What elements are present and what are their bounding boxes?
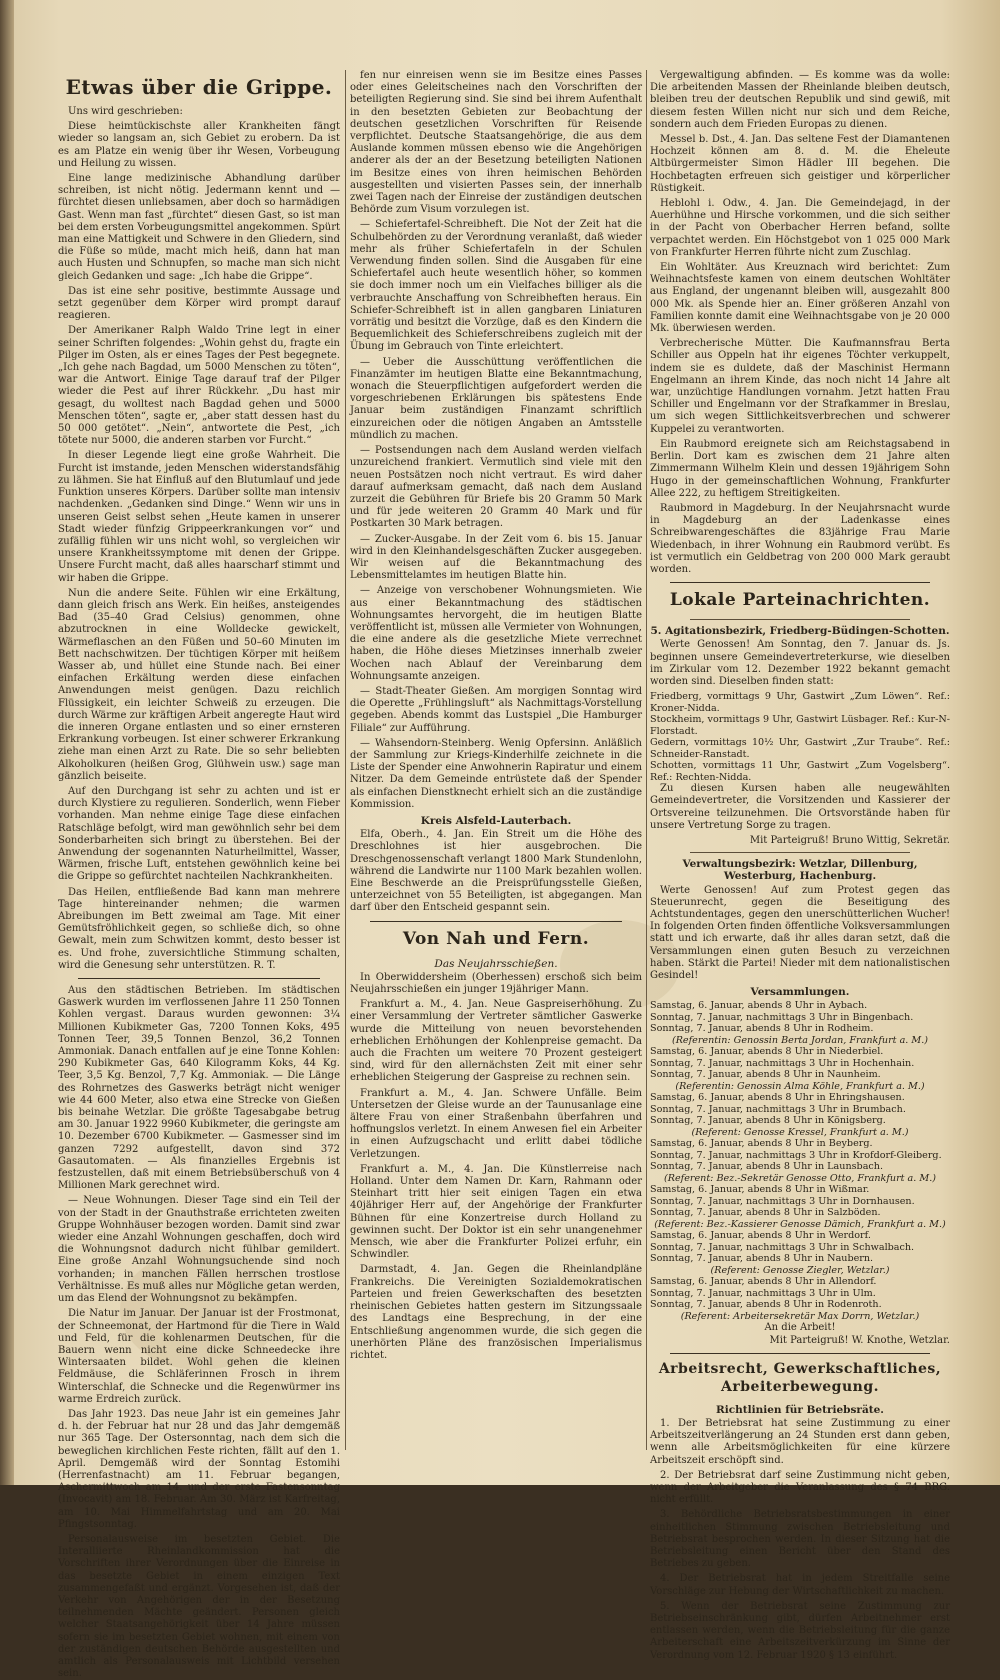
article-paragraph: Elfa, Oberh., 4. Jan. Ein Streit um die Höhe des Dreschlohnes ist hier ausgebrochen. Die Dreschgenossenschaft verlangt 1800 Mark Stundenlohn, während die Landwirte nur 1100 Mark bezahlen wollen. Eine Beschwerde an die Preisprüfungsstelle Gießen, unterzeichnet von 55 Beteiligten, ist abgegangen. Man darf über den Entscheid gespannt sein.	[350, 829, 642, 914]
list-item: Sonntag, 7. Januar, nachmittags 3 Uhr in Bingenbach.	[650, 1011, 914, 1023]
list-item: Sonntag, 7. Januar, nachmittags 3 Uhr in Krofdorf-Gleiberg.	[650, 1149, 942, 1161]
article-paragraph: Verbrecherische Mütter. Die Kaufmannsfrau Berta Schiller aus Oppeln hat ihr eigenes Töchter verkuppelt, indem sie es duldete, daß der Maschinist Hermann Engelmann an ihrem Kinde, das noch nicht 14 Jahre alt war, unzüchtige Handlungen vornahm. Jetzt hatten Frau Schiller und Engelmann vor der Strafkammer in Breslau, um sich wegen Sittlichkeitsverbrechen und schwerer Kuppelei zu verantworten.	[650, 338, 950, 435]
article-paragraph: Werte Genossen! Auf zum Protest gegen das Steuerunrecht, gegen die Beseitigung des Achtstundentages, gegen den unerschütterlichen Wucher! In folgenden Orten finden öffentliche Volksversammlungen statt und ich erwarte, daß ihr alles daran setzt, daß die Versammlungen einen guten Besuch zu verzeichnen haben. Stärkt die Partei! Nieder mit dem nationalistischen Gesindel!	[650, 884, 950, 981]
meeting-list	[650, 1000, 950, 1322]
article-paragraph: Messel b. Dst., 4. Jan. Das seltene Fest der Diamantenen Hochzeit können am 8. d. M. die Eheleute Altbürgermeister Simon Hädler III begehen. Die Hochbetagten erfreuen sich geistiger und körperlicher Rüstigkeit.	[650, 134, 950, 194]
article-paragraph: Zu diesen Kursen haben alle neugewählten Gemeindevertreter, die Vorsitzenden und Kassierer der Ortsvereine teilzunehmen. Die Ortsvorstände haben für unsere Vertretung Sorge zu tragen.	[650, 783, 950, 831]
article-paragraph: Ein Wohltäter. Aus Kreuznach wird berichtet: Zum Weihnachtsfeste kamen von einem deutschen Wohltäter aus England, der ungenannt bleiben will, ausgezahlt 800 000 Mk. als Spende hier an. Einer größeren Anzahl von Familien konnte damit eine Weihnachtsgabe von je 20 000 Mk. überwiesen werden.	[650, 262, 950, 335]
list-item: Sonntag, 7. Januar, abends 8 Uhr in Rodenroth.	[650, 1299, 882, 1311]
article-paragraph: — Neue Wohnungen. Dieser Tage sind ein Teil der von der Stadt in der Gnauthstraße errichteten zweiten Gruppe Wohnhäuser bezogen worden. Damit sind zwar wieder eine Anzahl Wohnungen geschaffen, doch wird die Wohnungsnot dadurch nicht fühlbar gemildert. Eine große Anzahl Wohnungsuchende sind noch vorhanden; in manchen Fällen herrschen trostlose Verhältnisse. Es muß alles nur Mögliche getan werden, um das Elend der Wohnungsnot zu bekämpfen.	[58, 1195, 340, 1305]
section-subheading: Das Neujahrsschießen.	[434, 957, 558, 970]
article-paragraph: — Anzeige von verschobener Wohnungsmieten. Wie aus einer Bekanntmachung des städtischen Wohnungsamtes hervorgeht, die im heutigen Blatte veröffentlicht ist, müssen alle Vermieter von Wohnungen, die eine andere als die gesetzliche Miete verrechnet haben, die Höhe dieses Mietzinses innerhalb zweier Wochen nach Ablauf der Vereinbarung dem Wohnungsamte anzeigen.	[350, 585, 642, 682]
divider	[670, 1353, 930, 1354]
column-rule	[345, 70, 346, 1450]
column-rule	[646, 70, 647, 1450]
article-paragraph: Die Natur im Januar. Der Januar ist der Frostmonat, der Schneemonat, der Hartmond für die Tiere in Wald und Feld, für die kohlenarmen Deutschen, für die Bauern wenn nicht eine dicke Schneedecke ihre Wintersaaten bildet. Wohl gehen die kleinen Feldmäuse, die Schläferinnen Frosch in ihrem Winterschlaf, die Schnecke und die Regenwürmer ins warme Erdreich zurück.	[58, 1308, 340, 1405]
article-paragraph: 3. Behördliche Betriebsratsbestimmungen in einer einheitlichen Stimmung zwischen Betriebsleitung und Betriebsrat besprochen werden. In dieser Sitzung hat die Betriebsleitung einen Bericht über den Stand des Betriebes zu geben.	[650, 1509, 950, 1570]
signature: Mit Parteigruß! W. Knothe, Wetzlar.	[769, 1334, 950, 1346]
divider	[78, 978, 320, 979]
list-item: Gedern, vormittags 10½ Uhr, Gastwirt „Zur Traube“. Ref.: Schneider-Ranstadt.	[650, 737, 950, 760]
article-paragraph: Darmstadt, 4. Jan. Gegen die Rheinlandpläne Frankreichs. Die Vereinigten Sozialdemokratischen Parteien und freien Gewerkschaften des besetzten rheinischen Gebietes hatten gestern im Sitzungssaale des Landtags eine Besprechung, in der eine Entschließung angenommen wurde, die sich gegen die unerhörten Pläne des französischen Imperialismus richtet.	[350, 1264, 642, 1361]
list-item: Sonntag, 7. Januar, abends 8 Uhr in Königsberg.	[650, 1115, 886, 1127]
section-title: Von Nah und Fern.	[402, 928, 590, 949]
article-paragraph: Frankfurt a. M., 4. Jan. Neue Gaspreiserhöhung. Zu einer Versammlung der Vertreter sämtlicher Gaswerke wurde die Mitteilung von neuen bevorstehenden erheblichen Erhöhungen der Kohlenpreise gemacht. Da auch die Frachten um weitere 70 Prozent gesteigert sind, wird für den allernächsten Zeit mit einer sehr erheblichen Steigerung der Gaspreise zu rechnen sein.	[350, 999, 642, 1084]
list-item: (Referentin: Genossin Berta Jordan, Frankfurt a. M.)	[671, 1034, 929, 1046]
column-3	[650, 70, 950, 1661]
list-item: Samstag, 6. Januar, abends 8 Uhr in Aybach.	[650, 1000, 868, 1012]
article-paragraph: Der Amerikaner Ralph Waldo Trine legt in einer seiner Schriften folgendes: „Wohin gehst du, fragte ein Pilger im Osten, als er eines Tages der Pest begegnete. „Ich gehe nach Bagdad, um 5000 Menschen zu töten“, war die Antwort. Einige Tage darauf traf der Pilger wieder die Pest auf ihrer Rückkehr. „Du hast mir gesagt, du wolltest nach Bagdad gehen und 5000 Menschen töten“, sagte er, „aber statt dessen hast du 50 000 getötet“. „Nein“, antwortete die Pest, „ich tötete nur 5000, die anderen starben vor Furcht.“	[58, 325, 340, 447]
section-subheading: 5. Agitationsbezirk, Friedberg-Büdingen-Schotten.	[650, 625, 950, 638]
list-item: (Referent: Genosse Ziegler, Wetzlar.)	[710, 1264, 890, 1276]
article-paragraph: Das Heilen, entfließende Bad kann man mehrere Tage hintereinander nehmen; die warmen Abreibungen im Bett zweimal am Tage. Mit einer Gemütsfröhlichkeit gegen, so schließe dich, so ohne Gewalt, mein zum Schwitzen kommt, desto besser ist es. Und frohe, zuversichtliche Stimmung schalten, wird die Genesung sehr unterstützen. R. T.	[58, 886, 340, 971]
article-paragraph: In dieser Legende liegt eine große Wahrheit. Die Furcht ist imstande, jeden Menschen widerstandsfähig zu lähmen. Sie hat Einfluß auf den Blutumlauf und jede Funktion unseres Körpers. Darüber sollte man intensiv nachdenken. „Gedanken sind Dinge.“ Wenn wir uns in unseren Geist selbst sehen „Heute kamen in unserer Stadt wieder fünfzig Grippeerkrankungen vor“ und zufällig fühlen wir uns nicht wohl, so vergleichen wir unsere Krankheitssymptome mit denen der Grippe. Unsere Furcht macht, daß alles haarscharf stimmt und wir haben die Grippe.	[58, 450, 340, 584]
list-item: Sonntag, 7. Januar, nachmittags 3 Uhr in Dornhausen.	[650, 1195, 915, 1207]
list-item: Sonntag, 7. Januar, nachmittags 3 Uhr in Brumbach.	[650, 1103, 906, 1115]
article-paragraph: — Zucker-Ausgabe. In der Zeit vom 6. bis 15. Januar wird in den Kleinhandelsgeschäften Zucker ausgegeben. Wir weisen auf die Bekanntmachung des Lebensmittelamtes im heutigen Blatte hin.	[350, 533, 642, 582]
article-paragraph: Ein Raubmord ereignete sich am Reichstagsabend in Berlin. Dort kam es zwischen dem 21 Jahre alten Zimmermann Wilhelm Klein und dessen 19jährigem Sohn Hugo in der gemeinschaftlichen Wohnung, Frankfurter Allee 222, zu heftigem Streitigkeiten.	[650, 438, 950, 499]
list-item: Sonntag, 7. Januar, abends 8 Uhr in Naubern.	[650, 1253, 874, 1265]
list-item: Sonntag, 7. Januar, abends 8 Uhr in Naunheim.	[650, 1069, 881, 1081]
list-item: Sonntag, 7. Januar, abends 8 Uhr in Launsbach.	[650, 1161, 884, 1173]
article-paragraph: 4. Der Betriebsrat hat in jedem Streitfalle seine Vorschläge zur Hebung der Wirtschaftlichkeit zu machen.	[650, 1573, 950, 1597]
list-item: Friedberg, vormittags 9 Uhr, Gastwirt „Zum Löwen“. Ref.: Kroner-Nidda.	[650, 691, 950, 714]
list-item: Samstag, 6. Januar, abends 8 Uhr in Ehringshausen.	[650, 1092, 905, 1104]
course-list	[650, 691, 950, 783]
article-paragraph: — Wahsendorn-Steinberg. Wenig Opfersinn. Anläßlich der Sammlung zur Kriegs-Kinderhilfe zeichnete in die Liste der Spender eine Anwohnerin Rapiratur und einem Nitzer. Da dem Gemeinde entrüstete daß der Spender als einfachen Dienstknecht erhielt sich an die zuständige Kommission.	[350, 737, 642, 810]
list-item: Sonntag, 7. Januar, abends 8 Uhr in Rodheim.	[650, 1023, 874, 1035]
article-paragraph: Heblohl i. Odw., 4. Jan. Die Gemeindejagd, in der Auerhühne und Hirsche vorkommen, und die sich seither in der Pacht von Oberbacher Herren befand, sollte verpachtet werden. Ein Höchstgebot von 1 025 000 Mark von Frankfurter Herren führte nicht zum Zuschlag.	[650, 198, 950, 258]
section-subheading: Richtlinien für Betriebsräte.	[716, 1403, 884, 1416]
article-title: Etwas über die Grippe.	[65, 75, 333, 99]
article-paragraph: — Stadt-Theater Gießen. Am morgigen Sonntag wird die Operette „Frühlingsluft“ als Nachmittags-Vorstellung gegeben. Abends kommt das Lustspiel „Die Hamburger Filiale“ zur Aufführung.	[350, 685, 642, 734]
article-paragraph: Frankfurt a. M., 4. Jan. Die Künstlerreise nach Holland. Unter dem Namen Dr. Karn, Rahmann oder Steinhart tritt hier seit einigen Tagen ein etwa 40jähriger Herr auf, der Angehörige der Frankfurter Bühnen für eine Konzertreise durch Holland zu gewinnen sucht. Der Doktor ist ein sehr unangenehmer Mensch, wie aber die Frankfurter Polizei erfuhr, ein Schwindler.	[350, 1163, 642, 1261]
list-item: Samstag, 6. Januar, abends 8 Uhr in Beyberg.	[650, 1138, 873, 1150]
article-paragraph: Eine lange medizinische Abhandlung darüber schreiben, ist nicht nötig. Jedermann kennt und — fürchtet diesen unliebsamen, aber doch so harmädigen Gast. Wenn man fast „fürchtet“ diesen Gast, so ist man bei dem ersten Vorbeugungsmittel angekommen. Spürt man eine Mattigkeit und Schwere in den Gliedern, sind die Füße so müde, macht mich heiß, dann hat man auch Husten und Schnupfen, so mache man sich nicht gleich Gedanken und sage: „Ich habe die Grippe“.	[58, 173, 340, 282]
divider	[370, 921, 622, 922]
article-paragraph: Das ist eine sehr positive, bestimmte Aussage und setzt gegenüber dem Körper wird prompt darauf reagieren.	[58, 285, 340, 322]
list-item: (Referent: Arbeitersekretär Max Dorrn, Wetzlar.)	[680, 1310, 920, 1322]
article-paragraph: Personalausweise im besetzten Gebiet. Die Interalliierte Rheinlandkommission hat die Vorschriften ihrer Verordnungen über die Einreise in das besetzte Gebiet in einem einzigen Text zusammengefaßt und ergänzt. Vorgesehen ist, daß der Verkehr von Angehörigen der in der Besetzung teilnehmenden Mächte geändert. Personen gleich welcher Staatsangehörigkeit über 14 Jahre müssen sofern sie im besetzten Gebiet wohnen, mit einem von der zuständigen deutschen Behörde ausgestellten und amtlich als Personalausweis mit Lichtbild versehen sein.	[58, 1533, 340, 1680]
list-item: (Referent: Bez.-Sekretär Genosse Otto, Frankfurt a. M.)	[664, 1172, 936, 1184]
article-paragraph: — Postsendungen nach dem Ausland werden vielfach unzureichend frankiert. Vermutlich sind viele mit den neuen Postsätzen noch nicht vertraut. Es wird daher darauf aufmerksam gemacht, daß nach dem Ausland zurzeit die Gebühren für Briefe bis 20 Gramm 50 Mark und für jede weiteren 20 Gramm 40 Mark und für Postkarten 30 Mark betragen.	[350, 445, 642, 530]
section-title: Arbeitsrecht, Gewerkschaftliches, Arbeiterbewegung.	[658, 1360, 942, 1395]
article-paragraph: Auf den Durchgang ist sehr zu achten und ist er durch Klystiere zu regulieren. Sonderlich, wenn Fieber vorhanden. Man nehme einige Tage diese einfachen Ratschläge befolgt, wird man gewöhnlich sehr bei dem Sonderbarheiten sich bringt zu überstehen. Bei der Anwendung der sogenannten Naturheilmittel, Wasser, Wärmen, frische Luft, entstehen gewöhnlich keine bei die Grippe so gefürchtet nachteilen Nachkrankheiten.	[58, 785, 340, 883]
list-item: Sonntag, 7. Januar, abends 8 Uhr in Salzböden.	[650, 1207, 881, 1219]
list-item: Schotten, vormittags 11 Uhr, Gastwirt „Zum Vogelsberg“. Ref.: Rechten-Nidda.	[650, 760, 950, 783]
article-paragraph: Raubmord in Magdeburg. In der Neujahrsnacht wurde in Magdeburg an der Ladenkasse eines Schreibwarengeschäftes die 83jährige Frau Marie Wiedenbach, in ihrer Wohnung ein Raubmord verübt. Es ist vermutlich ein Geldbetrag von 200 000 Mark geraubt worden.	[650, 502, 950, 575]
column-1	[58, 70, 340, 1680]
list-item: Samstag, 6. Januar, abends 8 Uhr in Allendorf.	[650, 1276, 877, 1288]
section-subheading: Verwaltungsbezirk: Wetzlar, Dillenburg, Westerburg, Hachenburg.	[682, 858, 918, 883]
article-paragraph: Aus den städtischen Betrieben. Im städtischen Gaswerk wurden im verflossenen Jahre 11 250 Tonnen Kohlen vergast. Daraus wurden gewonnen: 3¼ Millionen Kubikmeter Gas, 7200 Tonnen Koks, 495 Tonnen Teer, 39,5 Tonnen Benzol, 36,2 Tonnen Ammoniak. Danach entfallen auf je eine Tonne Kohlen: 290 Kubikmeter Gas, 640 Kilogramm Koks, 44 Kg. Teer, 3,5 Kg. Benzol, 7,7 Kg. Ammoniak. — Die Länge des Rohrnetzes des Gaswerks beträgt nicht weniger wie 44 600 Meter, also etwa eine Strecke von Gießen bis beinahe Wetzlar. Die größte Tagesabgabe betrug am 30. Januar 1922 9960 Kubikmeter, die geringste am 10. Dezember 6700 Kubikmeter. — Gasmesser sind im ganzen 7292 aufgestellt, davon sind 372 Gasautomaten. — Als finanzielles Ergebnis ist festzustellen, daß mit einem Betriebsüberschuß von 4 Millionen Mark gerechnet wird.	[58, 985, 340, 1192]
article-paragraph: fen nur einreisen wenn sie im Besitze eines Passes oder eines Geleitscheines nach den Vorschriften der beteiligten Regierung sind. Sie sind bei ihrem Aufenthalt in den besetzten Gebieten zur Beobachtung der deutschen gesetzlichen Vorschriften für Reisende verpflichtet. Deutsche Staatsangehörige, die aus dem Auslande kommen müssen ebenso wie die Angehörigen anderer als der an der Besetzung beteiligten Nationen im Besitze eines von ihren heimischen Behörden ausgestellten und visierten Passes sein, der innerhalb zwei Tagen nach der Einreise der zuständigen deutschen Behörde zum Visum vorzulegen ist.	[350, 70, 642, 216]
section-subheading: Versammlungen.	[750, 986, 850, 999]
list-item: Sonntag, 7. Januar, nachmittags 3 Uhr in Ulm.	[650, 1287, 876, 1299]
section-heading: Kreis Alsfeld-Lauterbach.	[420, 814, 572, 827]
list-item: Samstag, 6. Januar, abends 8 Uhr in Wißmar.	[650, 1184, 870, 1196]
signature: Mit Parteigruß! Bruno Wittig, Sekretär.	[749, 834, 950, 846]
article-paragraph: 5. Wenn der Betriebsrat seine Zustimmung zur Betriebseinschränkung gibt, dürfen Arbeitnehmer erst entlassen werden, wenn die Betriebsleitung für die ganze Arbeiterschaft eine Arbeitszeitverkürzung im Sinne der Verordnung vom 12. Februar 1920 § 13 einführt.	[650, 1600, 950, 1661]
article-paragraph: Nun die andere Seite. Fühlen wir eine Erkältung, dann gleich frisch ans Werk. Ein heißes, ansteigendes Bad (35–40 Grad Celsius) genommen, ohne abzutrocknen in eine Wolldecke gewickelt, Wärmeflaschen an den Füßen und 50–60 Minuten im Bett nachschwitzen. Der tüchtigen Körper mit heißem Wasser ab, und hüllet eine Stunde nach. Bei einer einfachen Erkältung werden diese einfachen Anwendungen meist genügen. Dazu reichlich Flüssigkeit, ein leichter Schweiß zu erzeugen. Die durch Wärme zur kräftigen Arbeit angeregte Haut wird die inneren Organe entlasten und so einer ernsteren Erkrankung vorbeugen. Ist einer schwerer Erkrankung ziehe man einen Arzt zu Rate. Die so sehr beliebten Alkoholkuren (heißen Grog, Glühwein usw.) sage man gänzlich beiseite.	[58, 587, 340, 782]
article-paragraph: Diese heimtückischste aller Krankheiten fängt wieder so langsam an, sich Gebiet zu erobern. Da ist es am Platze ein wenig über ihr Wesen, Vorbeugung und Heilung zu wissen.	[58, 121, 340, 169]
article-paragraph: 1. Der Betriebsrat hat seine Zustimmung zu einer Arbeitszeitverlängerung an 24 Stunden erst dann geben, wenn alle Arbeitsmöglichkeiten für eine kürzere Arbeitszeit erschöpft sind.	[650, 1418, 950, 1466]
article-paragraph: Das Jahr 1923. Das neue Jahr ist ein gemeines Jahr d. h. der Februar hat nur 28 und das Jahr demgemäß nur 365 Tage. Der Ostersonntag, nach dem sich die beweglichen kirchlichen Feste richten, fällt auf den 1. April. Demgemäß wird der Sonntag Estomihi (Herrenfastnacht) am 11. Februar begangen, Aschermittwoch am 14. und der erste Fastensonntag (Invocavit) am 18. Februar. Am 30. März ist Karfreitag, am 10. Mai Himmelfahrtstag und am 20. Mai Pfingstsonntag.	[58, 1408, 340, 1530]
list-item: Sonntag, 7. Januar, nachmittags 3 Uhr in Hochenhain.	[650, 1057, 915, 1069]
article-paragraph: In Oberwiddersheim (Oberhessen) erschoß sich beim Neujahrsschießen ein junger 19jähriger Mann.	[350, 971, 642, 996]
divider	[690, 852, 910, 853]
list-item: Samstag, 6. Januar, abends 8 Uhr in Werdorf.	[650, 1230, 871, 1242]
article-paragraph: Werte Genossen! Am Sonntag, den 7. Januar ds. Js. beginnen unsere Gemeindevertreterkurse, wie dieselben im Zirkular vom 12. Dezember 1922 bekannt gemacht worden sind. Dieselben finden statt:	[650, 639, 950, 687]
closing-line: An die Arbeit!	[764, 1322, 836, 1334]
divider	[690, 619, 910, 620]
article-paragraph: Uns wird geschrieben:	[68, 106, 183, 117]
list-item: Stockheim, vormittags 9 Uhr, Gastwirt Lüsbager. Ref.: Kur-N-Florstadt.	[650, 714, 950, 737]
article-paragraph: — Schiefertafel-Schreibheft. Die Not der Zeit hat die Schulbehörden zu der Verordnung veranlaßt, daß wieder mehr als früher Schiefertafeln in der Schulen Verwendung finden sollen. Sind die Ausgaben für eine Schiefertafel auch heute wesentlich höher, so kommen sie doch immer noch um ein Vielfaches billiger als die verbrauchte Anschaffung von Schreibheften heraus. Ein Schiefer-Schreibheft ist in allen gangbaren Liniaturen vorrätig und besitzt die Vorzüge, daß es den Kindern die Bequemlichkeit des Schieferschreibens zugleich mit der Übung im Gebrauch von Tinte erleichtert.	[350, 219, 642, 353]
list-item: Samstag, 6. Januar, abends 8 Uhr in Niederbiel.	[650, 1046, 884, 1058]
list-item: Sonntag, 7. Januar, nachmittags 3 Uhr in Schwalbach.	[650, 1241, 915, 1253]
article-paragraph: 2. Der Betriebsrat darf seine Zustimmung nicht geben, wenn der Arbeitgeber die Veranlassung des § 74 BRG. nicht erfüllt.	[650, 1469, 950, 1506]
divider	[670, 582, 930, 583]
list-item: (Referent: Bez.-Kassierer Genosse Dämich, Frankfurt a. M.)	[654, 1218, 946, 1230]
section-title: Lokale Parteinachrichten.	[669, 590, 931, 611]
article-paragraph: Frankfurt a. M., 4. Jan. Schwere Unfälle. Beim Untersetzen der Gleise wurde an der Taunusanlage eine ältere Frau von einer Straßenbahn überfahren und hoffnungslos verletzt. In einem Anwesen fiel ein Arbeiter in einen Aufzugschacht und erlitt dabei tödliche Verletzungen.	[350, 1087, 642, 1160]
page-binding-edge	[0, 0, 14, 1485]
article-paragraph: Vergewaltigung abfinden. — Es komme was da wolle: Die arbeitenden Massen der Rheinlande bleiben deutsch, bleiben treu der deutschen Republik und sind gewiß, mit diesem festen Willen nicht nur sich und dem Reiche, sondern auch dem Frieden Europas zu dienen.	[650, 70, 950, 130]
column-2	[350, 70, 642, 1450]
list-item: (Referentin: Genossin Alma Köhle, Frankfurt a. M.)	[675, 1080, 925, 1092]
list-item: (Referent: Genosse Kressel, Frankfurt a. M.)	[691, 1126, 909, 1138]
article-paragraph: — Ueber die Ausschüttung veröffentlichen die Finanzämter im heutigen Blatte eine Bekanntmachung, wonach die Steuerpflichtigen aufgefordert werden die vorgeschriebenen Erklärungen bis spätestens Ende Januar beim zuständigen Finanzamt schriftlich einzureichen oder die nötigen Angaben an Amtsstelle mündlich zu machen.	[350, 356, 642, 441]
